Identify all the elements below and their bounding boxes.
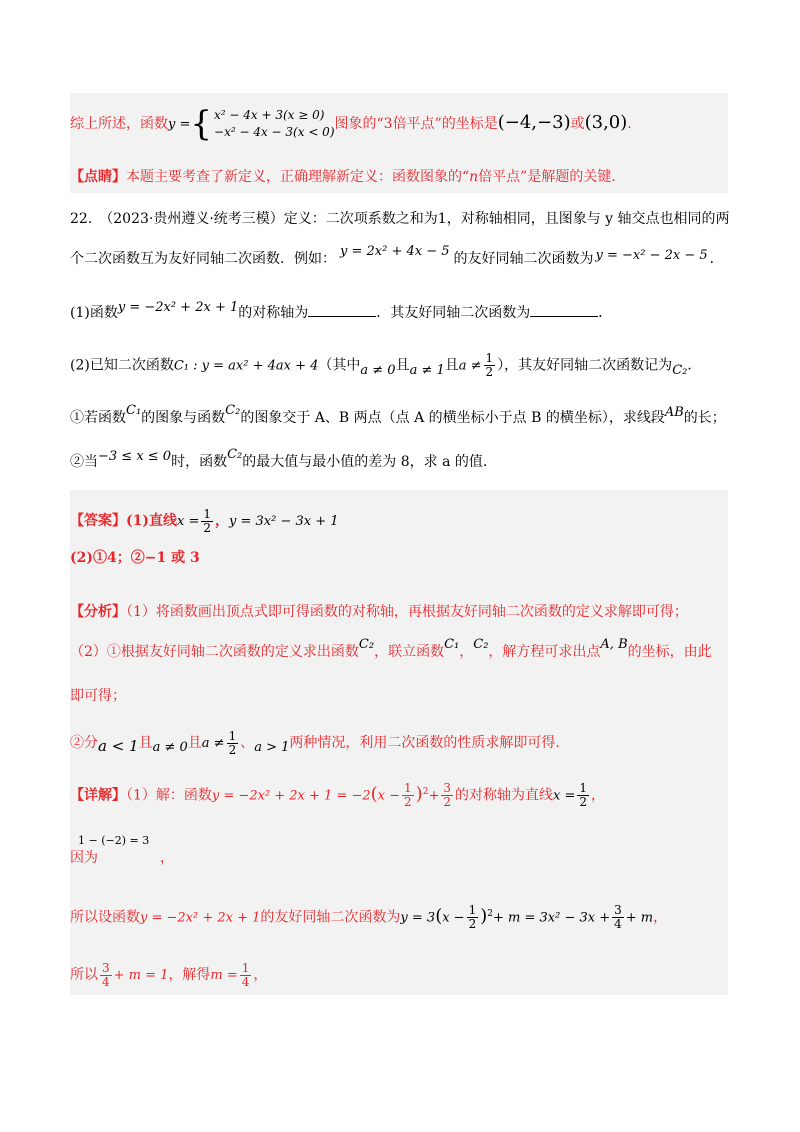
p2-text-a: (2)已知二次函数 [70,357,174,374]
friend-x: x − [442,910,465,926]
frac-num: 1 [404,781,412,796]
friend-half [467,904,479,931]
piecewise-function [214,107,335,141]
fraction-half [484,352,496,379]
frac-den: 4 [102,974,110,989]
detail-line-4 [70,958,267,993]
case-a-not-0: a ≠ 0 [152,740,188,755]
detail-line-1 [70,775,605,814]
axis-half [577,782,589,809]
case-a-gt-1: a > 1 [254,740,290,755]
s1-c2: C₂ [225,403,241,418]
detail-line-3 [70,895,667,938]
vertex-x: x − [377,788,401,804]
square-exp-2: 2 [487,909,493,919]
analysis-l2-c: ，解方程可求出点 [488,644,601,660]
summary-middle: 图象的“3倍平点”的坐标是 [334,116,498,132]
vertex-half [402,782,414,809]
equation: + m = 1 [113,968,169,983]
q22-sub-2 [70,447,488,473]
frac-num: 1 [485,351,494,365]
example-function-2: y = −x² − 2x − 5 [595,248,708,263]
p2-text-e: ），其友好同轴二次函数记为 [497,357,673,374]
s1-c1: C₁ [126,403,142,418]
q22-sub-1 [70,403,726,429]
detail-l1-b: 的对称轴为直线 [454,787,553,804]
analysis-text-1: （1）将函数画出顶点式即可得函数的对称轴，再根据友好同轴二次函数的定义求解即可得； [126,604,688,620]
answer-1-x: x = [177,514,200,529]
p2-text-b: （其中 [318,357,361,374]
three-quarter [612,904,624,931]
close-paren-2: ) [480,905,488,927]
detail-l2-end: ， [160,850,174,866]
segment-ab: AB [664,405,684,420]
dianjing-line [70,167,616,187]
detail-line-2 [70,848,174,868]
s1-text-c: 的图象交于 A、B 两点（点 A 的横坐标小于点 B 的横坐标），求线段 [240,410,665,426]
s1-text-a: ①若函数 [70,410,126,426]
detail-l4-end: ， [253,967,268,983]
analysis-l4-sep: 、 [240,735,255,751]
point-2: (3,0) [584,112,628,133]
analysis-l4-c: 且 [187,735,202,751]
one-quarter [240,962,252,989]
frac-num: 1 [241,960,250,975]
s1-text-d: 的长； [683,410,726,426]
frac-den: 2 [468,917,477,932]
case-a-not-half: a ≠ [201,736,225,751]
frac-den: 2 [203,520,211,535]
dianjing-n: n [469,169,479,185]
answer-line-1 [70,506,339,537]
close-paren: ) [415,783,423,805]
detail-l1-a: （1）解：函数 [126,787,212,804]
answer-1-sep: ， [215,513,229,529]
dianjing-tag: 【点睛】 [70,169,126,185]
analysis-c2b: C₂ [473,637,489,652]
analysis-l4-d: 两种情况，利用二次函数的性质求解即可得. [289,735,560,751]
detail-l4-b: ，解得 [168,967,211,983]
q22-line2-end: ． [709,251,724,267]
q22-part-2 [70,352,701,379]
vertex-form: y = −2x² + 2x + 1 = −2 [211,788,371,804]
m-equals: m = [210,968,238,983]
frac-den: 4 [614,917,622,932]
dianjing-text-a: 本题主要考查了新定义，正确理解新定义：函数图象的“ [126,169,470,185]
analysis-l2-a: （2）①根据友好同轴二次函数的定义求出函数 [70,644,359,660]
summary-end: . [627,116,632,132]
q22-line-1: 22. （2023·贵州遵义·统考三模）定义：二次项系数之和为1，对称轴相同，且图象与 y 轴交点也相同的两 [70,211,730,227]
c2-name: C₂ [672,362,688,378]
q22-line2-text-a: 个二次函数互为友好同轴二次函数．例如： [70,251,336,267]
detail-l4-a: 所以 [70,967,98,983]
s1-text-b: 的图象与函数 [141,410,226,426]
answer-1-text: (1)直线 [126,513,177,529]
analysis-l2-sep: ， [459,644,474,660]
x-range: −3 ≤ x ≤ 0 [98,449,172,464]
analysis-l4-a: ②分 [70,735,98,751]
analysis-l2-d: 的坐标，由此 [627,644,712,660]
detail-expr: 1 − (−2) = 3 [78,834,150,847]
answer-tag: 【答案】 [70,513,126,529]
open-paren-2: ( [435,905,443,927]
analysis-tag: 【分析】 [70,604,126,620]
p1-text-b: 的对称轴为 [238,305,309,321]
case-half [227,730,239,757]
friend-expanded: + m = 3x² − 3x + [492,910,611,926]
detail-l3-b: 的友好同轴二次函数为 [260,909,401,926]
frac-num: 1 [579,781,587,796]
analysis-l2-b: ，联立函数 [374,644,445,660]
frac-den: 2 [485,365,494,379]
analysis-c2: C₂ [358,637,375,652]
function-answer-blank[interactable] [530,302,598,317]
cond-a-not-1: a ≠ 1 [409,362,445,378]
frac-num: 3 [102,960,110,975]
cond-a-not-half: a ≠ [458,358,482,374]
detail-l2-a: 因为 [70,850,98,866]
frac-num: 1 [468,903,477,918]
s2-c2: C₂ [227,447,243,462]
summary-prefix: 综上所述，函数 [70,116,168,132]
frac-den: 2 [228,742,237,757]
frac-num: 1 [203,506,211,521]
axis-x: x = [552,788,576,804]
summary-or: 或 [570,116,585,132]
analysis-line-2 [70,637,712,663]
detail-tag: 【详解】 [70,787,126,804]
p1-text-a: (1)函数 [70,305,118,321]
answer-line-2: (2)①4；②−1 或 3 [70,550,200,566]
s2-text-c: 的最大值与最小值的差为 8，求 a 的值. [242,454,488,470]
detail-l1-end: ， [590,787,605,804]
friend-plus-m: + m [625,910,654,926]
s2-text-b: 时，函数 [171,454,228,470]
s2-text-a: ②当 [70,454,98,470]
summary-y: y = [168,117,191,132]
answer-1-function: y = 3x² − 3x + 1 [229,514,339,529]
p1-text-c: ．其友好同轴二次函数为 [376,305,531,321]
piece-1: x² − 4x + 3(x ≥ 0) [214,108,325,122]
analysis-line-1 [70,602,688,622]
q22-line-2 [70,244,724,270]
given-function: y = −2x² + 2x + 1 [140,910,261,926]
p2-text-c: 且 [395,357,410,374]
analysis-line-3: 即可得； [70,688,126,704]
piece-2: −x² − 4x − 3(x < 0) [214,125,335,139]
analysis-l4-b: 且 [138,735,153,751]
frac-num: 3 [614,903,622,918]
axis-answer-blank[interactable] [308,302,376,317]
eq-three-quarter [100,962,112,989]
frac-num: 1 [228,728,237,743]
answer-half [201,508,213,535]
frac-den: 2 [579,795,587,810]
detail-l3-end: ， [653,909,668,926]
p1-end: ． [598,305,613,321]
p2-text-d: 且 [444,357,459,374]
open-paren: ( [370,783,378,805]
analysis-ab: A, B [600,637,628,652]
p1-function: y = −2x² + 2x + 1 [117,300,239,315]
square-exp: 2 [422,787,429,797]
point-1: (−4,−3) [497,112,571,133]
dianjing-text-b: 倍平点”是解题的关键. [478,169,616,185]
case-a-lt-1: a < 1 [98,737,139,755]
friend-function-y: y = 3 [400,910,436,926]
summary-line [70,104,632,144]
p2-end: ． [687,357,702,374]
cond-a-not-0: a ≠ 0 [360,362,396,378]
frac-den: 2 [443,795,451,810]
c1-definition: C₁ : y = ax² + 4ax + 4 [173,358,319,374]
frac-den: 2 [404,795,412,810]
left-brace: { [190,104,213,144]
analysis-c1: C₁ [444,637,460,652]
vertex-plus: + [428,788,440,804]
q22-line2-text-b: 的友好同轴二次函数为 [453,251,594,267]
detail-l3-a: 所以设函数 [70,909,140,926]
three-half [441,782,453,809]
frac-num: 3 [443,781,451,796]
q22-part-1 [70,302,612,324]
frac-den: 4 [241,974,250,989]
analysis-line-4 [70,727,560,759]
example-function-1: y = 2x² + 4x − 5 [340,244,450,259]
